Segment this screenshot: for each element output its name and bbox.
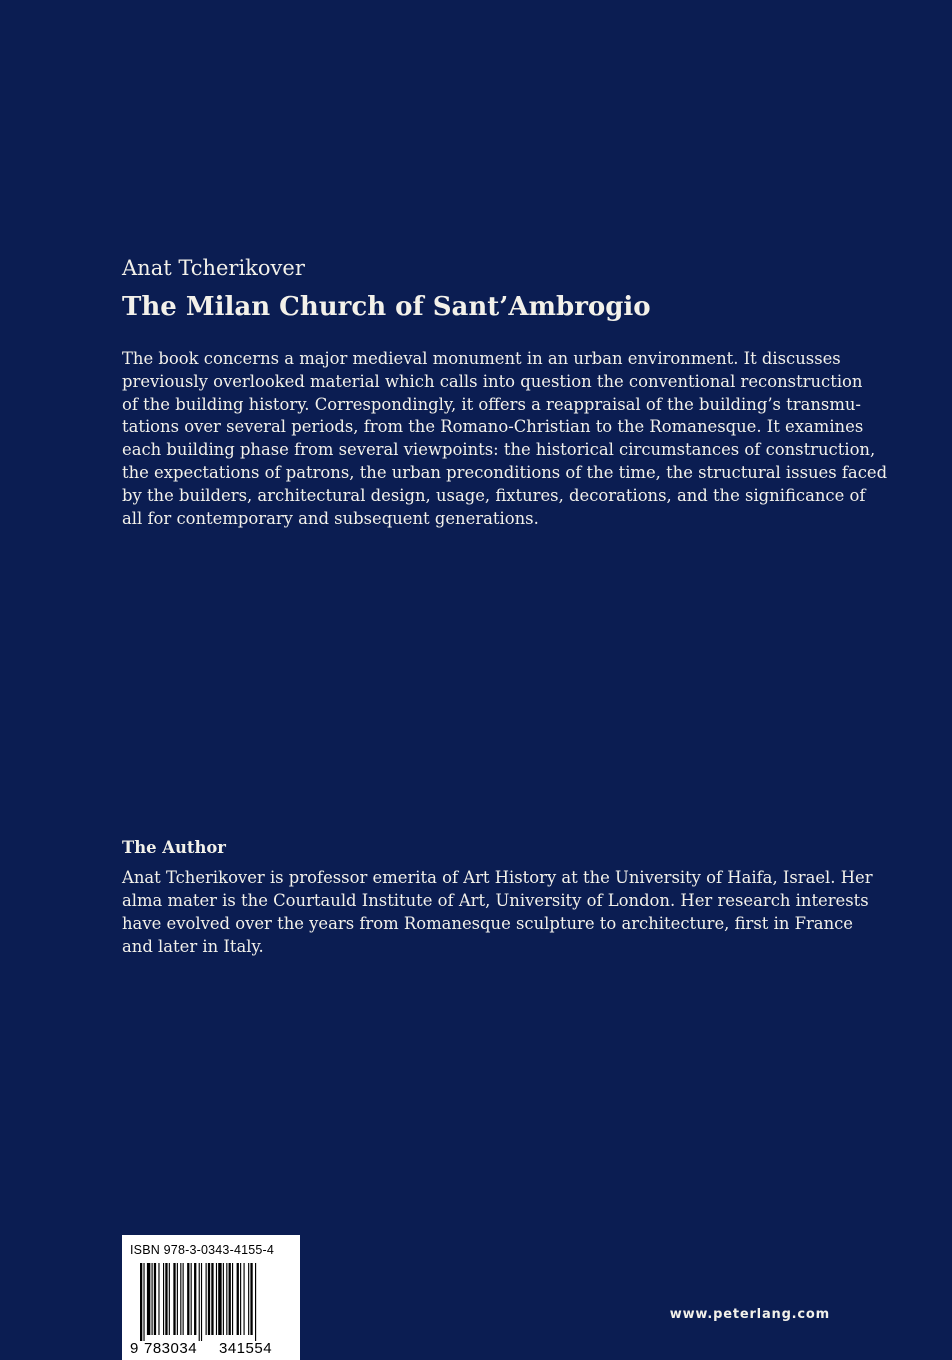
- barcode-digits-left: 783034: [144, 1340, 198, 1355]
- about-author-line: and later in Italy.: [122, 937, 264, 956]
- about-author-heading: The Author: [122, 838, 226, 857]
- author-name: Anat Tcherikover: [122, 256, 305, 280]
- description-line: by the builders, architectural design, usage, fixtures, decorations, and the significance of: [122, 485, 866, 505]
- book-description: [122, 348, 888, 530]
- about-author-line: have evolved over the years from Romanesque sculpture to architecture, first in France: [122, 914, 853, 933]
- description-line: previously overlooked material which calls into question the conventional reconstruction: [122, 371, 863, 391]
- description-line: all for contemporary and subsequent generations.: [122, 508, 539, 528]
- description-line: the expectations of patrons, the urban preconditions of the time, the structural issues faced: [122, 462, 888, 482]
- description-line: The book concerns a major medieval monument in an urban environment. It discusses: [122, 349, 841, 368]
- about-author-text: [122, 866, 873, 958]
- about-author-line: Anat Tcherikover is professor emerita of Art History at the University of Haifa, Israel. Her: [122, 868, 873, 887]
- isbn-barcode: [122, 1235, 300, 1360]
- book-title: The Milan Church of Sant’Ambrogio: [122, 292, 651, 322]
- barcode-digit-prefix: 9: [130, 1340, 139, 1355]
- description-line: each building phase from several viewpoints: the historical circumstances of construction,: [122, 440, 876, 460]
- isbn-label: ISBN 978-3-0343-4155-4: [130, 1243, 275, 1257]
- barcode-digits-right: 341554: [219, 1340, 273, 1355]
- about-author-line: alma mater is the Courtauld Institute of Art, University of London. Her research interests: [122, 891, 869, 910]
- description-line: of the building history. Correspondingly, it offers a reappraisal of the building’s transmu-: [122, 394, 861, 414]
- description-line: tations over several periods, from the Romano-Christian to the Romanesque. It examines: [122, 417, 864, 437]
- barcode-icon: [128, 1263, 294, 1355]
- publisher-url: www.peterlang.com: [669, 1307, 830, 1322]
